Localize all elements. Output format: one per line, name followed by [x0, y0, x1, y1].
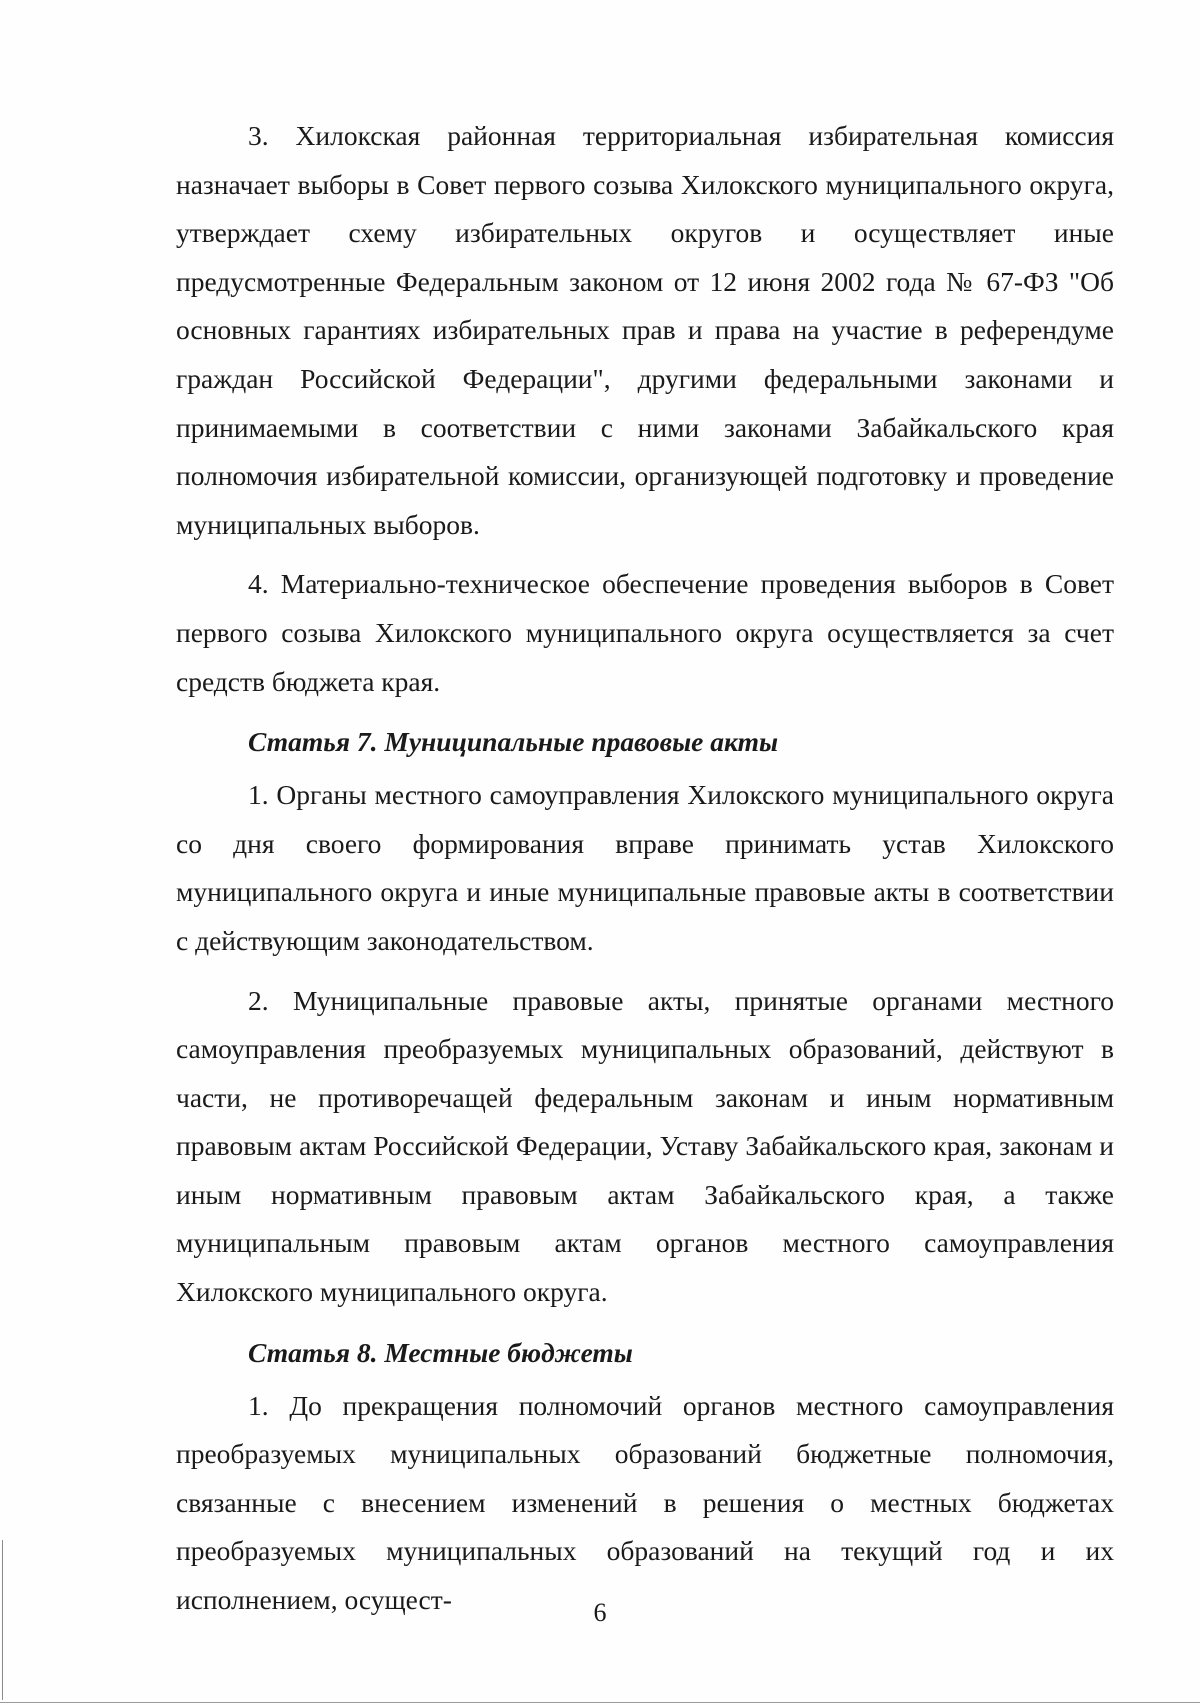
document-body [176, 112, 1114, 1636]
article-heading: Статья 8. Местные бюджеты [248, 1336, 633, 1368]
paragraph: 4. Материально-техническое обеспечение проведения выборов в Совет первого созыва Хилокского муниципального округа осуществляется за счет средств бюджета края. [176, 568, 1114, 697]
page-number: 6 [593, 1598, 607, 1627]
scan-edge-line [0, 1702, 1200, 1703]
paragraph: 1. Органы местного самоуправления Хилокского муниципального округа со дня своего формирования вправе принимать устав Хилокского муниципального округа и иные муниципальные правовые акты в соответствии с действующим законодательством. [176, 779, 1114, 956]
paragraph: 3. Хилокская районная территориальная избирательная комиссия назначает выборы в Совет первого созыва Хилокского муниципального округа, утверждает схему избирательных округов и осуществляет иные предусмотренные Федеральным законом от 12 июня 2002 года № 67-ФЗ "Об основных гарантиях избирательных прав и права на участие в референдуме граждан Российской Федерации", другими федеральными законами и принимаемыми в соответствии с ними законами Забайкальского края полномочия избирательной комиссии, организующей подготовку и проведение муниципальных выборов. [176, 120, 1114, 540]
paragraph: 1. До прекращения полномочий органов местного самоуправления преобразуемых муниципальных образований бюджетные полномочия, связанные с внесением изменений в решения о местных бюджетах преобразуемых муниципальных образований на текущий год и их исполнением, осущест- [176, 1389, 1114, 1616]
paragraph: 2. Муниципальные правовые акты, принятые органами местного самоуправления преобразуемых муниципальных образований, действуют в части, не противоречащей федеральным законам и иным нормативным правовым актам Российской Федерации, Уставу Забайкальского края, законам и иным нормативным правовым актам Забайкальского края, а также муниципальным правовым актам органов местного самоуправления Хилокского муниципального округа. [176, 984, 1114, 1308]
article-heading: Статья 7. Муниципальные правовые акты [248, 726, 779, 758]
